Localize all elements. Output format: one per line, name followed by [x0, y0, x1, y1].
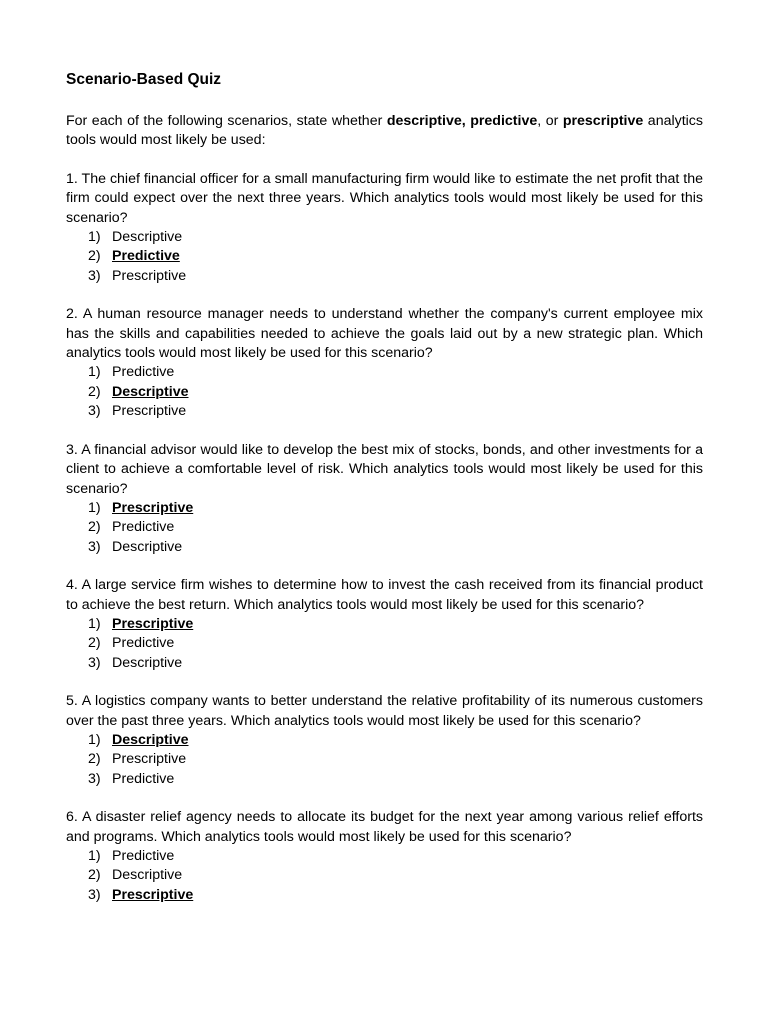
option-list — [66, 615, 703, 673]
option-number: 3) — [88, 267, 101, 284]
option-number: 2) — [88, 635, 101, 652]
question-block — [66, 808, 703, 905]
intro-term-prescriptive: prescriptive — [562, 113, 644, 129]
option-number: 1) — [88, 499, 101, 516]
option-item — [88, 634, 703, 653]
option-number: 1) — [88, 848, 101, 864]
option-item — [88, 866, 703, 885]
option-label: Predictive — [112, 519, 175, 536]
option-list — [66, 363, 703, 421]
page-title: Scenario-Based Quiz — [66, 71, 222, 88]
option-item — [88, 363, 703, 382]
option-item — [88, 654, 703, 673]
option-number: 1) — [88, 731, 101, 748]
option-label: Descriptive — [112, 229, 183, 246]
correct-answer-label: Prescriptive — [112, 615, 194, 632]
option-item — [88, 402, 703, 421]
option-label: Predictive — [112, 364, 175, 381]
option-list — [66, 847, 703, 905]
option-list — [66, 731, 703, 789]
option-item — [88, 847, 703, 866]
option-item — [88, 886, 703, 905]
option-number: 2) — [88, 751, 101, 768]
intro-paragraph — [66, 112, 703, 151]
option-label: Descriptive — [112, 654, 183, 671]
option-number: 3) — [88, 770, 101, 787]
intro-sep-2: , or — [537, 113, 563, 129]
option-item — [88, 538, 703, 557]
option-item — [88, 770, 703, 789]
question-text: 6. A disaster relief agency needs to allocate its budget for the next year among various relief efforts and programs. Which analytics tools would most likely be used for this scenario? — [66, 809, 703, 845]
option-item — [88, 499, 703, 518]
option-number: 2) — [88, 383, 101, 400]
option-list — [66, 228, 703, 286]
option-label: Descriptive — [112, 538, 183, 555]
option-number: 1) — [88, 229, 101, 246]
correct-answer-label: Prescriptive — [112, 886, 194, 903]
correct-answer-label: Descriptive — [112, 383, 189, 400]
option-item — [88, 731, 703, 750]
question-block — [66, 170, 703, 286]
option-item — [88, 247, 703, 266]
option-number: 2) — [88, 867, 101, 884]
question-text: 5. A logistics company wants to better understand the relative profitability of its numerous customers over the past three years. Which analytics tools would most likely be used for this scenario? — [66, 693, 703, 729]
question-text: 4. A large service firm wishes to determine how to invest the cash received from its financial product to achieve the best return. Which analytics tools would most likely be used for this scenario? — [66, 577, 703, 613]
question-block — [66, 441, 703, 557]
intro-term-predictive: predictive — [470, 113, 538, 129]
option-number: 2) — [88, 519, 101, 536]
option-number: 3) — [88, 538, 101, 555]
option-label: Descriptive — [112, 867, 183, 884]
question-text: 3. A financial advisor would like to develop the best mix of stocks, bonds, and other investments for a client to achieve a comfortable level of risk. Which analytics tools would most likely be used for this scenario? — [66, 441, 703, 497]
question-text: 1. The chief financial officer for a small manufacturing firm would like to estimate the net profit that the firm could expect over the next three years. Which analytics tools would most likely be used for this scenario? — [66, 170, 703, 226]
intro-term-descriptive: descriptive, — [386, 113, 466, 129]
option-item — [88, 383, 703, 402]
option-number: 3) — [88, 403, 101, 420]
option-label: Predictive — [112, 848, 175, 864]
option-list — [66, 499, 703, 557]
option-label: Predictive — [112, 770, 175, 787]
option-item — [88, 750, 703, 769]
correct-answer-label: Predictive — [112, 248, 180, 265]
option-item — [88, 267, 703, 286]
question-block — [66, 305, 703, 421]
option-item — [88, 518, 703, 537]
intro-suffix: analytics tools would most likely be used: — [66, 113, 703, 149]
question-block — [66, 576, 703, 673]
option-number: 1) — [88, 615, 101, 632]
question-text: 2. A human resource manager needs to understand whether the company's current employee mix has the skills and capabilities needed to achieve the goals laid out by a new strategic plan. Which analytics tools would most likely be used for this scenario? — [66, 306, 703, 362]
correct-answer-label: Prescriptive — [112, 499, 194, 516]
option-label: Prescriptive — [112, 267, 187, 284]
option-label: Prescriptive — [112, 751, 187, 768]
intro-prefix: For each of the following scenarios, state whether — [66, 113, 387, 129]
option-number: 3) — [88, 886, 101, 903]
option-number: 1) — [88, 364, 101, 381]
option-item — [88, 228, 703, 247]
question-list — [66, 170, 703, 905]
correct-answer-label: Descriptive — [112, 731, 189, 748]
option-number: 3) — [88, 654, 101, 671]
option-number: 2) — [88, 248, 101, 265]
option-item — [88, 615, 703, 634]
option-label: Prescriptive — [112, 403, 187, 420]
question-block — [66, 692, 703, 789]
option-label: Predictive — [112, 635, 175, 652]
quiz-content — [66, 70, 703, 924]
